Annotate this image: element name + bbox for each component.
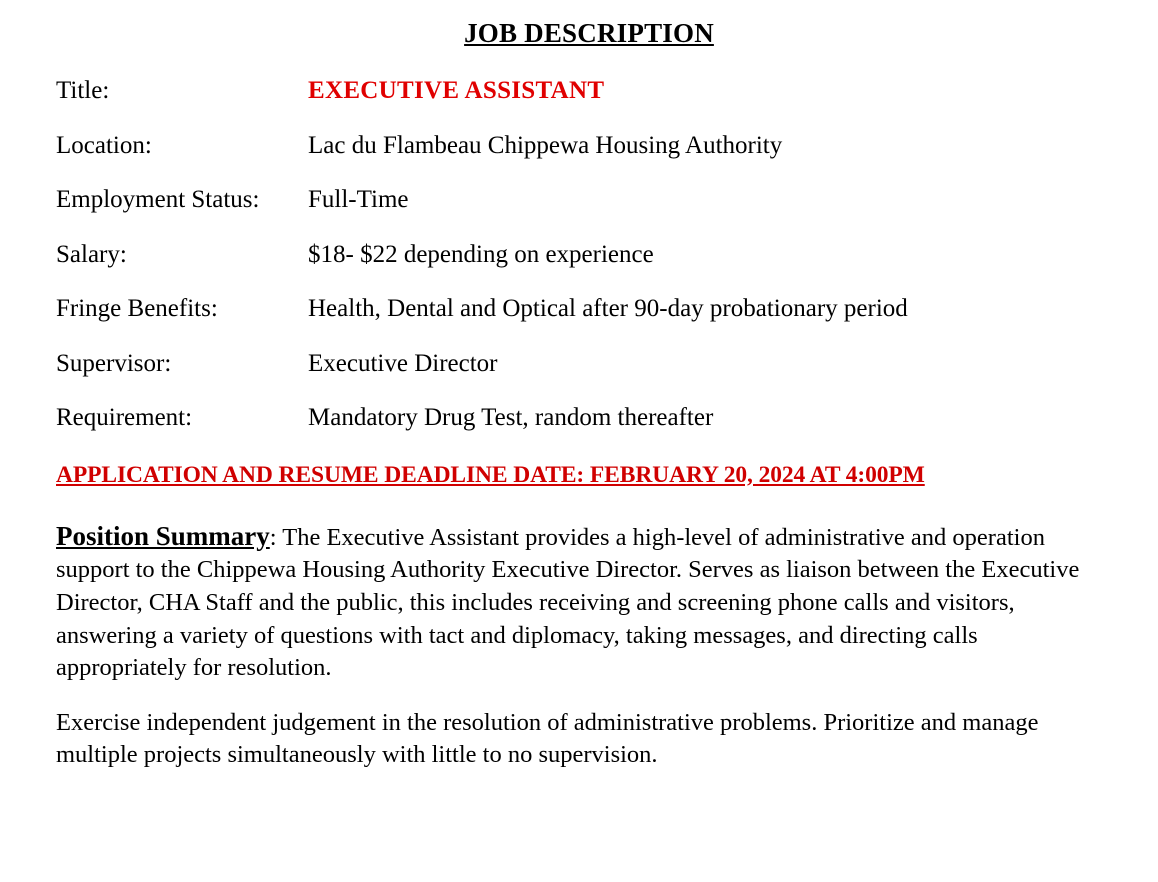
field-label-title: Title: [56, 77, 110, 104]
field-label-fringe-benefits: Fringe Benefits: [56, 295, 218, 322]
position-summary [56, 519, 1102, 685]
field-value-salary: $18- $22 depending on experience [308, 240, 654, 268]
field-list [56, 77, 1102, 432]
field-row [56, 241, 1102, 269]
field-value-location: Lac du Flambeau Chippewa Housing Authority [308, 131, 783, 159]
field-value-fringe-benefits: Health, Dental and Optical after 90-day probationary period [308, 295, 908, 322]
deadline-notice: APPLICATION AND RESUME DEADLINE DATE: FEBRUARY 20, 2024 AT 4:00PM [56, 461, 925, 488]
page-title: JOB DESCRIPTION [464, 18, 714, 48]
field-label-salary: Salary: [56, 240, 127, 268]
field-value-supervisor: Executive Director [308, 349, 498, 377]
field-row [56, 404, 1102, 432]
paragraph-two: Exercise independent judgement in the resolution of administrative problems. Prioritize and manage multiple projects simultaneously with little to no supervision. [56, 708, 1039, 769]
field-label-supervisor: Supervisor: [56, 349, 172, 377]
field-row [56, 132, 1102, 160]
position-summary-heading: Position Summary [56, 520, 270, 551]
position-summary-body: : The Executive Assistant provides a high-level of administrative and operation support to the Chippewa Housing Authority Executive Director. Serves as liaison between the Executive Director, CHA Staff and the public, this includes receiving and screening phone calls and visitors, answering a variety of questions with tact and diplomacy, taking messages, and directing calls appropriately for resolution. [56, 523, 1080, 682]
field-row [56, 77, 1102, 105]
field-value-requirement: Mandatory Drug Test, random thereafter [308, 404, 714, 431]
field-label-requirement: Requirement: [56, 404, 193, 431]
field-value-title: EXECUTIVE ASSISTANT [308, 77, 605, 104]
field-row [56, 350, 1102, 378]
field-row [56, 186, 1102, 214]
field-label-employment-status: Employment Status: [56, 186, 260, 213]
field-value-employment-status: Full-Time [308, 186, 409, 213]
field-label-location: Location: [56, 131, 152, 159]
field-row [56, 295, 1102, 323]
